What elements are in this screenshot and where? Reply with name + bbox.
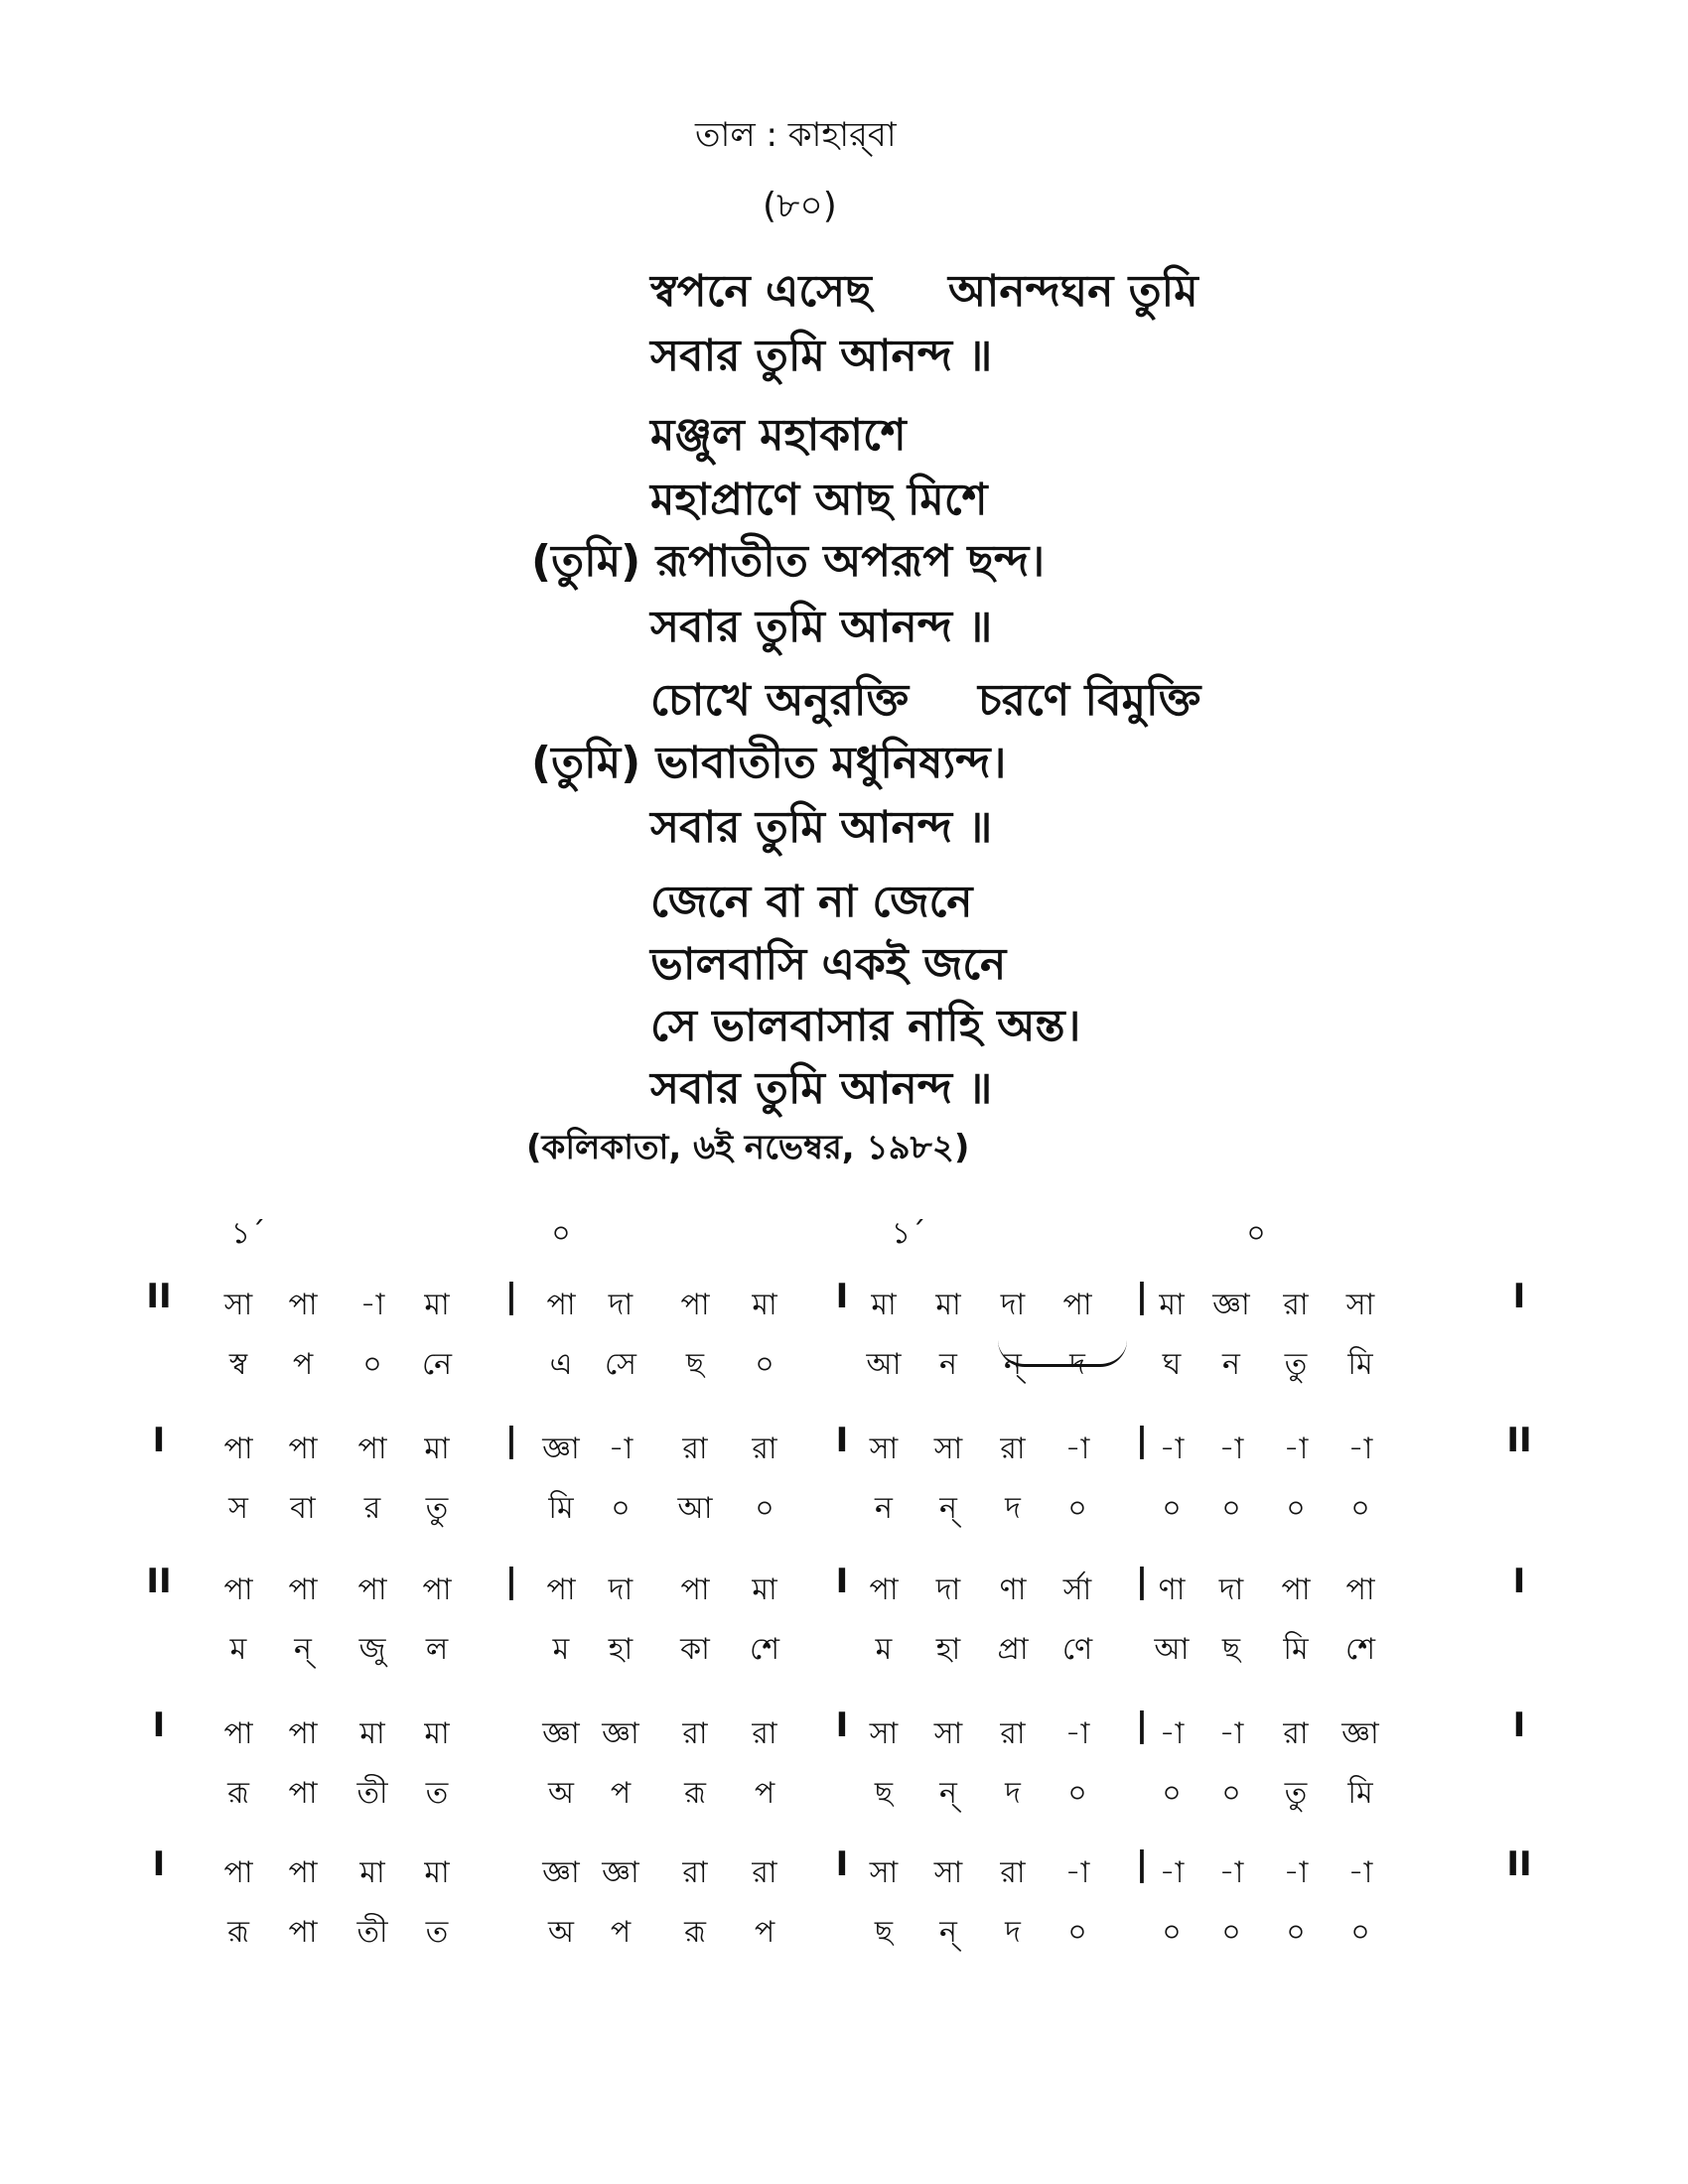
beat-mark: ০ xyxy=(551,1216,571,1251)
syllable-cell: ০ xyxy=(1067,1915,1087,1950)
syllable-cell: প xyxy=(610,1915,632,1950)
note-cell: -া xyxy=(1347,1432,1373,1466)
note-cell: দা xyxy=(1000,1288,1026,1322)
syllable-cell: ০ xyxy=(1286,1491,1306,1526)
note-cell: রা xyxy=(682,1432,708,1466)
syllable-cell: প্রা xyxy=(997,1632,1029,1667)
syllable-cell: ঘ xyxy=(1162,1347,1182,1382)
syllable-cell: তী xyxy=(356,1915,388,1950)
note-cell: রা xyxy=(1000,1432,1026,1466)
syllable-cell: রূ xyxy=(684,1915,706,1950)
syllable-cell: সে xyxy=(605,1347,636,1382)
syllable-cell: শে xyxy=(750,1632,779,1667)
note-cell: রা xyxy=(1283,1716,1309,1751)
note-cell: দা xyxy=(608,1572,633,1607)
syllable-cell: ০ xyxy=(1067,1776,1087,1811)
syllable-cell: ০ xyxy=(1350,1915,1370,1950)
note-cell: দা xyxy=(1218,1572,1244,1607)
syllable-cell: ম xyxy=(552,1632,570,1667)
note-cell: জ্ঞা xyxy=(542,1855,580,1890)
syllable-cell: ০ xyxy=(755,1347,774,1382)
syllable-cell: ণে xyxy=(1061,1632,1093,1667)
syllable-cell: প xyxy=(754,1776,775,1811)
beat-mark: ০ xyxy=(1246,1216,1266,1251)
syllable-cell: আ xyxy=(677,1491,713,1526)
syllable-cell: অ xyxy=(548,1776,574,1811)
bar-line-end: I xyxy=(1512,1562,1526,1601)
syllable-cell: ০ xyxy=(1221,1491,1241,1526)
syllable-cell: র xyxy=(363,1491,381,1526)
syllable-cell: তু xyxy=(425,1491,449,1526)
syllable-cell: স xyxy=(228,1491,248,1526)
note-cell: পা xyxy=(288,1288,318,1322)
note-cell: পা xyxy=(546,1572,576,1607)
note-cell: পা xyxy=(223,1432,253,1466)
lyric-line: মহাপ্রাণে আছ মিশে xyxy=(650,475,988,525)
syllable-cell: তু xyxy=(1284,1347,1308,1382)
bar-line: | xyxy=(1135,1844,1149,1884)
lyric-line: জেনে বা না জেনে xyxy=(650,877,973,927)
note-cell: পা xyxy=(223,1855,253,1890)
syllable-cell: ছ xyxy=(1221,1632,1241,1667)
syllable-cell: অ xyxy=(548,1915,574,1950)
note-cell: মা xyxy=(359,1716,385,1751)
note-cell: রা xyxy=(1283,1288,1309,1322)
syllable-cell: পা xyxy=(288,1915,318,1950)
syllable-cell: নে xyxy=(421,1347,453,1382)
syllable-cell: দ xyxy=(1069,1347,1085,1382)
syllable-cell: রূ xyxy=(227,1776,249,1811)
note-cell: পা xyxy=(288,1855,318,1890)
syllable-cell: ন্ xyxy=(939,1915,957,1950)
lyric-line: চোখে অনুরক্তি xyxy=(650,675,910,726)
note-cell: মা xyxy=(359,1855,385,1890)
lyric-line: সবার তুমি আনন্দ ॥ xyxy=(650,802,993,853)
note-cell: পা xyxy=(223,1716,253,1751)
bar-line-end: I xyxy=(1512,1277,1526,1316)
note-cell: -া xyxy=(1218,1432,1244,1466)
syllable-cell: ন xyxy=(1222,1347,1240,1382)
syllable-cell: ছ xyxy=(685,1347,705,1382)
note-cell: পা xyxy=(288,1716,318,1751)
syllable-cell: মি xyxy=(548,1491,574,1526)
syllable-cell: ম xyxy=(875,1632,893,1667)
lyric-line: সবার তুমি আনন্দ ॥ xyxy=(650,331,993,381)
note-cell: রা xyxy=(752,1855,777,1890)
lyric-line: (তুমি) ভাবাতীত মধুনিষ্যন্দ। xyxy=(531,738,1007,788)
syllable-cell: ন্ xyxy=(939,1491,957,1526)
note-cell: জ্ঞা xyxy=(542,1432,580,1466)
note-cell: রা xyxy=(682,1855,708,1890)
syllable-cell: মি xyxy=(1283,1632,1309,1667)
note-cell: পা xyxy=(357,1572,387,1607)
beat-mark: ১´ xyxy=(891,1216,926,1251)
note-cell: রা xyxy=(752,1716,777,1751)
note-cell: -া xyxy=(359,1288,385,1322)
slur-mark xyxy=(998,1340,1127,1367)
syllable-cell: ০ xyxy=(1221,1915,1241,1950)
note-cell: সা xyxy=(933,1855,963,1890)
lyric-line: ভালবাসি একই জনে xyxy=(650,939,1007,990)
syllable-cell: ০ xyxy=(1162,1491,1182,1526)
syllable-cell: আ xyxy=(866,1347,902,1382)
note-cell: রা xyxy=(682,1716,708,1751)
taal-heading: তাল : কাহার্‌বা xyxy=(695,115,897,155)
song-number: (৮০) xyxy=(763,186,837,226)
syllable-cell: ০ xyxy=(1162,1776,1182,1811)
note-cell: -া xyxy=(1218,1855,1244,1890)
note-cell: পা xyxy=(680,1572,710,1607)
note-cell: -া xyxy=(1283,1855,1309,1890)
syllable-cell: ০ xyxy=(362,1347,382,1382)
note-cell: জ্ঞা xyxy=(1341,1716,1379,1751)
syllable-cell: ছ xyxy=(874,1915,894,1950)
syllable-cell: মি xyxy=(1347,1776,1373,1811)
syllable-cell: রূ xyxy=(227,1915,249,1950)
syllable-cell: স্ব xyxy=(228,1347,248,1382)
lyric-line: সবার তুমি আনন্দ ॥ xyxy=(650,602,993,652)
syllable-cell: ন্ xyxy=(1004,1347,1022,1382)
note-cell: -া xyxy=(1347,1855,1373,1890)
note-cell: সা xyxy=(869,1855,899,1890)
note-cell: জ্ঞা xyxy=(602,1855,639,1890)
syllable-cell: ০ xyxy=(611,1491,631,1526)
syllable-cell: ০ xyxy=(1350,1491,1370,1526)
syllable-cell: ম xyxy=(229,1632,247,1667)
syllable-cell: রূ xyxy=(684,1776,706,1811)
note-cell: পা xyxy=(223,1572,253,1607)
note-cell: পা xyxy=(422,1572,452,1607)
note-cell: জ্ঞা xyxy=(602,1716,639,1751)
syllable-cell: বা xyxy=(290,1491,316,1526)
syllable-cell: ন্ xyxy=(939,1776,957,1811)
bar-line-start: I xyxy=(152,1844,166,1884)
syllable-cell: ছ xyxy=(874,1776,894,1811)
bar-line: I xyxy=(835,1562,849,1601)
bar-line: I xyxy=(835,1706,849,1745)
syllable-cell: ত xyxy=(425,1776,449,1811)
syllable-cell: ল xyxy=(425,1632,449,1667)
syllable-cell: তী xyxy=(356,1776,388,1811)
syllable-cell: প xyxy=(610,1776,632,1811)
bar-line: | xyxy=(504,1562,518,1601)
note-cell: মা xyxy=(1159,1288,1185,1322)
note-cell: মা xyxy=(752,1572,777,1607)
note-cell: মা xyxy=(424,1855,450,1890)
lyric-line: চরণে বিমুক্তি xyxy=(978,675,1201,726)
syllable-cell: জু xyxy=(358,1632,386,1667)
syllable-cell: ০ xyxy=(1221,1776,1241,1811)
syllable-cell: পা xyxy=(288,1776,318,1811)
note-cell: -া xyxy=(1159,1432,1185,1466)
bar-line: | xyxy=(504,1421,518,1460)
syllable-cell: প xyxy=(754,1915,775,1950)
bar-line-end: I xyxy=(1512,1706,1526,1745)
note-cell: মা xyxy=(424,1716,450,1751)
bar-line: | xyxy=(1135,1277,1149,1316)
bar-line-start: II xyxy=(146,1277,172,1316)
note-cell: -া xyxy=(1064,1855,1090,1890)
bar-line: | xyxy=(1135,1562,1149,1601)
lyric-line: স্বপনে এসেছ xyxy=(650,266,872,317)
bar-line: | xyxy=(1135,1706,1149,1745)
note-cell: -া xyxy=(1064,1716,1090,1751)
syllable-cell: মি xyxy=(1347,1347,1373,1382)
beat-mark: ১´ xyxy=(230,1216,266,1251)
syllable-cell: হা xyxy=(935,1632,961,1667)
note-cell: -া xyxy=(1064,1432,1090,1466)
bar-line: | xyxy=(504,1277,518,1316)
syllable-cell: এ xyxy=(549,1347,573,1382)
note-cell: পা xyxy=(1345,1572,1375,1607)
lyric-line: সবার তুমি আনন্দ ॥ xyxy=(650,1063,993,1114)
lyric-line: সে ভালবাসার নাহি অন্ত। xyxy=(650,1001,1081,1051)
lyric-line: (তুমি) রূপাতীত অপরূপ ছন্দ। xyxy=(531,536,1046,587)
note-cell: জ্ঞা xyxy=(1212,1288,1250,1322)
note-cell: সা xyxy=(933,1432,963,1466)
bar-line-start: I xyxy=(152,1421,166,1460)
syllable-cell: ন xyxy=(939,1347,957,1382)
syllable-cell: দ xyxy=(1005,1915,1021,1950)
note-cell: মা xyxy=(424,1288,450,1322)
note-cell: পা xyxy=(546,1288,576,1322)
syllable-cell: দ xyxy=(1005,1776,1021,1811)
note-cell: মা xyxy=(424,1432,450,1466)
note-cell: সা xyxy=(223,1288,253,1322)
note-cell: মা xyxy=(871,1288,897,1322)
syllable-cell: শে xyxy=(1345,1632,1375,1667)
note-cell: মা xyxy=(752,1288,777,1322)
syllable-cell: তু xyxy=(1284,1776,1308,1811)
bar-line: | xyxy=(1135,1421,1149,1460)
note-cell: -া xyxy=(1159,1855,1185,1890)
syllable-cell: ০ xyxy=(755,1491,774,1526)
note-cell: সা xyxy=(869,1432,899,1466)
bar-line: I xyxy=(835,1421,849,1460)
note-cell: রা xyxy=(1000,1716,1026,1751)
note-cell: পা xyxy=(1062,1288,1092,1322)
syllable-cell: প xyxy=(292,1347,314,1382)
note-cell: রা xyxy=(1000,1855,1026,1890)
note-cell: সা xyxy=(933,1716,963,1751)
note-cell: দা xyxy=(608,1288,633,1322)
syllable-cell: হা xyxy=(608,1632,633,1667)
syllable-cell: ত xyxy=(425,1915,449,1950)
note-cell: ণা xyxy=(999,1572,1027,1607)
bar-line-end: II xyxy=(1506,1421,1532,1460)
syllable-cell: আ xyxy=(1154,1632,1190,1667)
note-cell: পা xyxy=(1281,1572,1311,1607)
note-cell: র্সা xyxy=(1062,1572,1092,1607)
note-cell: রা xyxy=(752,1432,777,1466)
note-cell: পা xyxy=(288,1432,318,1466)
lyric-line: মঞ্জুল মহাকাশে xyxy=(650,410,907,461)
bar-line: I xyxy=(835,1277,849,1316)
syllable-cell: দ xyxy=(1005,1491,1021,1526)
note-cell: -া xyxy=(608,1432,633,1466)
note-cell: সা xyxy=(869,1716,899,1751)
note-cell: পা xyxy=(680,1288,710,1322)
note-cell: জ্ঞা xyxy=(542,1716,580,1751)
note-cell: -া xyxy=(1283,1432,1309,1466)
bar-line-start: I xyxy=(152,1706,166,1745)
note-cell: পা xyxy=(357,1432,387,1466)
note-cell: মা xyxy=(935,1288,961,1322)
note-cell: ণা xyxy=(1158,1572,1186,1607)
syllable-cell: ন্ xyxy=(294,1632,312,1667)
note-cell: পা xyxy=(288,1572,318,1607)
bar-line-start: II xyxy=(146,1562,172,1601)
note-cell: -া xyxy=(1159,1716,1185,1751)
bar-line: I xyxy=(835,1844,849,1884)
syllable-cell: ০ xyxy=(1286,1915,1306,1950)
note-cell: পা xyxy=(869,1572,899,1607)
note-cell: দা xyxy=(935,1572,961,1607)
syllable-cell: ০ xyxy=(1067,1491,1087,1526)
note-cell: সা xyxy=(1345,1288,1375,1322)
note-cell: -া xyxy=(1218,1716,1244,1751)
syllable-cell: কা xyxy=(680,1632,710,1667)
syllable-cell: ন xyxy=(875,1491,893,1526)
syllable-cell: ০ xyxy=(1162,1915,1182,1950)
bar-line-end: II xyxy=(1506,1844,1532,1884)
date-line: (কলিকাতা, ৬ই নভেম্বর, ১৯৮২) xyxy=(526,1128,970,1167)
lyric-line: আনন্দঘন তুমি xyxy=(948,266,1198,317)
